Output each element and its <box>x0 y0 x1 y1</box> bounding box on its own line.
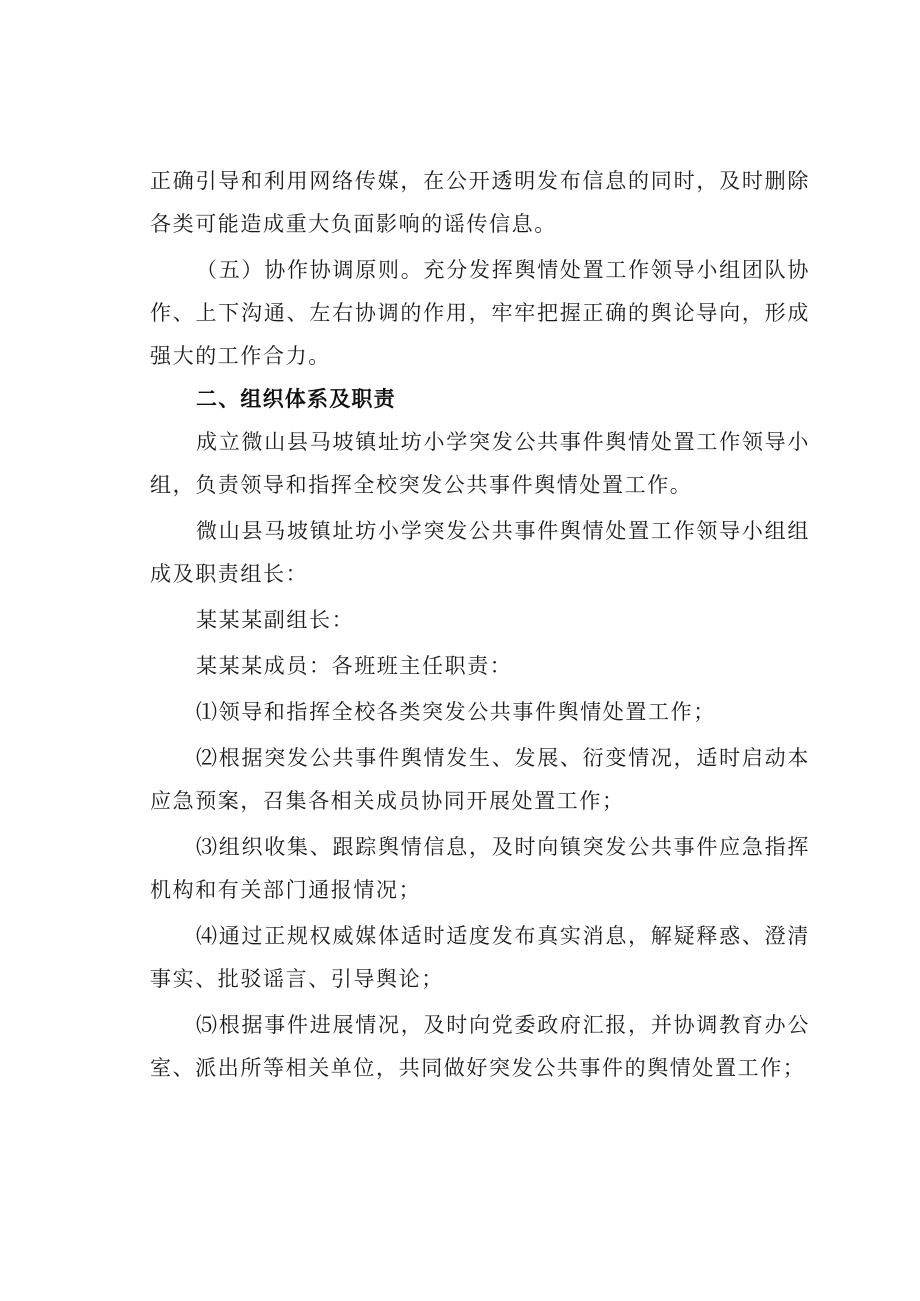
duty-item-4: ⑷通过正规权威媒体适时适度发布真实消息，解疑释惑、澄清事实、批驳谣言、引导舆论； <box>150 924 810 991</box>
paragraph-coordination-principle: （五）协作协调原则。充分发挥舆情处置工作领导小组团队协作、上下沟通、左右协调的作用，牢牢把握正确的舆论导向，形成强大的工作合力。 <box>150 258 810 368</box>
paragraph-group-composition: 微山县马坡镇址坊小学突发公共事件舆情处置工作领导小组组成及职责组长： <box>150 519 810 586</box>
duty-item-3: ⑶组织收集、跟踪舆情信息，及时向镇突发公共事件应急指挥机构和有关部门通报情况； <box>150 835 810 902</box>
duty-item-1: ⑴领导和指挥全校各类突发公共事件舆情处置工作； <box>196 700 716 724</box>
paragraph-members: 某某某成员：各班班主任职责： <box>196 654 513 678</box>
paragraph-media-guidance: 正确引导和利用网络传媒，在公开透明发布信息的同时，及时删除各类可能造成重大负面影响的谣传信息。 <box>150 169 810 236</box>
duty-item-2: ⑵根据突发公共事件舆情发生、发展、衍变情况，适时启动本应急预案，召集各相关成员协同开展处置工作； <box>150 746 810 813</box>
section-heading: 二、组织体系及职责 <box>196 387 396 411</box>
paragraph-deputy-leader: 某某某副组长： <box>196 608 355 632</box>
document-body <box>150 160 810 1090</box>
duty-item-5: ⑸根据事件进展情况，及时向党委政府汇报，并协调教育办公室、派出所等相关单位，共同做好突发公共事件的舆情处置工作； <box>150 1013 810 1080</box>
paragraph-establish-group: 成立微山县马坡镇址坊小学突发公共事件舆情处置工作领导小组，负责领导和指挥全校突发公共事件舆情处置工作。 <box>150 430 810 497</box>
